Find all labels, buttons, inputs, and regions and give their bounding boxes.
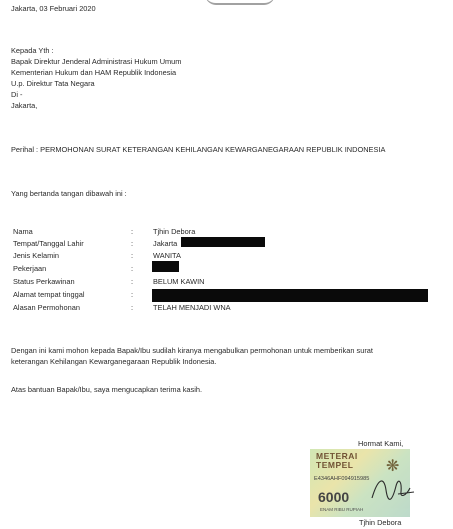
recipient-line: Di - — [11, 90, 23, 99]
field-label: Status Perkawinan — [13, 277, 75, 286]
recipient-line: Kepada Yth : — [11, 46, 54, 55]
date-line: Jakarta, 03 Februari 2020 — [11, 4, 96, 13]
recipient-line: Kementerian Hukum dan HAM Republik Indonesia — [11, 68, 177, 77]
redaction-birth-date — [181, 237, 265, 247]
field-value: WANITA — [153, 251, 181, 260]
field-row-nama — [13, 227, 443, 237]
field-colon: : — [131, 239, 134, 248]
body-line: keterangan Kehilangan Kewarganegaraan Republik Indonesia. — [11, 357, 217, 366]
field-colon: : — [131, 251, 134, 260]
body-line: Dengan ini kami mohon kepada Bapak/Ibu sudilah kiranya mengabulkan permohonan untuk memberikan surat — [11, 346, 373, 355]
field-value: BELUM KAWIN — [153, 277, 205, 286]
stamp-subtext: ENAM RIBU RUPIAH — [320, 507, 364, 512]
field-colon: : — [131, 264, 134, 273]
field-value: Jakarta — [153, 239, 178, 248]
field-colon: : — [131, 290, 134, 299]
closing-line: Hormat Kami, — [358, 439, 404, 448]
intro-line: Yang bertanda tangan dibawah ini : — [11, 189, 127, 198]
recipient-line: Bapak Direktur Jenderal Administrasi Hukum Umum — [11, 57, 182, 66]
field-colon: : — [131, 303, 134, 312]
field-label: Pekerjaan — [13, 264, 47, 273]
field-label: Alamat tempat tinggal — [13, 290, 85, 299]
field-label: Alasan Permohonan — [13, 303, 80, 312]
field-row-reason — [13, 303, 443, 313]
field-row-gender — [13, 251, 443, 261]
signature-name: Tjhin Debora — [359, 518, 402, 527]
recipient-line: Jakarta, — [11, 101, 38, 110]
subject-line: Perihal : PERMOHONAN SURAT KETERANGAN KEHILANGAN KEWARGANEGARAAN REPUBLIK INDONESIA — [11, 145, 386, 154]
field-label: Tempat/Tanggal Lahir — [13, 239, 84, 248]
stamp-title — [316, 452, 358, 470]
field-value: TELAH MENJADI WNA — [153, 303, 231, 312]
stamp-title-2: TEMPEL — [316, 459, 354, 470]
signature-icon — [368, 468, 418, 508]
page-edge-artifact — [205, 0, 275, 5]
field-label: Nama — [13, 227, 33, 236]
recipient-line: U.p. Direktur Tata Negara — [11, 79, 95, 88]
thanks-line: Atas bantuan Bapak/Ibu, saya mengucapkan terima kasih. — [11, 385, 203, 394]
redaction-occupation — [152, 261, 179, 272]
garuda-emblem-icon: ❋ — [386, 458, 400, 475]
redaction-address — [152, 289, 428, 302]
field-row-occupation — [13, 264, 443, 274]
field-colon: : — [131, 227, 134, 236]
field-colon: : — [131, 277, 134, 286]
field-label: Jenis Kelamin — [13, 251, 60, 260]
stamp-title-1: METERAI — [316, 451, 358, 461]
stamp-value: 6000 — [318, 489, 350, 505]
field-value: Tjhin Debora — [153, 227, 196, 236]
field-row-marital — [13, 277, 443, 287]
stamp-code: E4346AHF094915985 — [314, 476, 370, 482]
